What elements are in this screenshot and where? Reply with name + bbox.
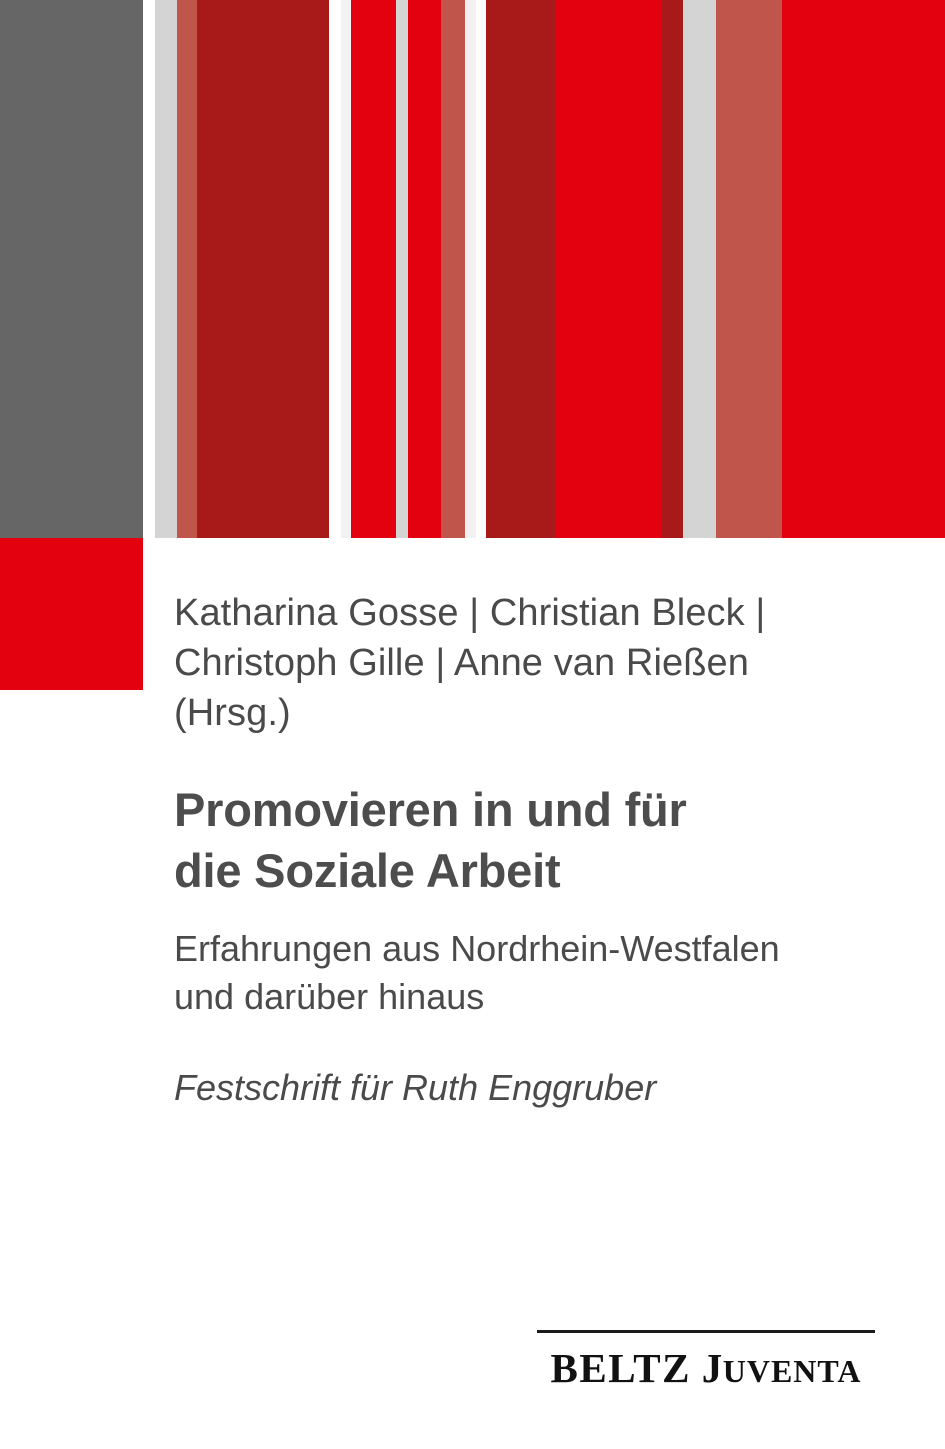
- publisher-name-beltz: BELTZ: [550, 1345, 691, 1391]
- subtitle: [174, 925, 874, 1021]
- stripe-15: [661, 0, 683, 538]
- title-line-2: die Soziale Arbeit: [174, 843, 561, 897]
- title-line-1: Promovieren in und für: [174, 783, 687, 837]
- stripe-2: [155, 0, 177, 538]
- stripe-18: [782, 0, 945, 538]
- authors: [174, 588, 874, 738]
- stripe-4: [197, 0, 329, 538]
- cover-text-block: [174, 588, 874, 1111]
- publisher-logo: [537, 1330, 875, 1392]
- authors-line-2: Christoph Gille | Anne van Rießen (Hrsg.): [174, 642, 750, 735]
- publisher-name-juventa-rest: UVENTA: [722, 1353, 862, 1389]
- decorative-stripe-band: [0, 0, 945, 538]
- stripe-10: [441, 0, 465, 538]
- stripe-16: [683, 0, 716, 538]
- stripe-17: [716, 0, 782, 538]
- red-accent-square: [0, 538, 143, 690]
- stripe-1: [143, 0, 155, 538]
- stripe-11: [465, 0, 476, 538]
- page-title: [174, 780, 874, 900]
- stripe-14: [556, 0, 661, 538]
- stripe-7: [351, 0, 396, 538]
- stripe-13: [486, 0, 556, 538]
- stripe-5: [329, 0, 341, 538]
- stripe-9: [408, 0, 441, 538]
- stripe-8: [396, 0, 408, 538]
- subtitle-line-2: und darüber hinaus: [174, 975, 485, 1017]
- publisher-divider: [537, 1330, 875, 1333]
- stripe-3: [177, 0, 197, 538]
- festschrift-dedication: Festschrift für Ruth Enggruber: [174, 1066, 657, 1108]
- publisher-name-juventa-cap: J: [701, 1345, 723, 1391]
- stripe-12: [476, 0, 486, 538]
- publisher-name: [537, 1344, 875, 1392]
- authors-line-1: Katharina Gosse | Christian Bleck |: [174, 592, 766, 634]
- stripe-0: [0, 0, 143, 538]
- stripe-6: [341, 0, 351, 538]
- subtitle-line-1: Erfahrungen aus Nordrhein-Westfalen: [174, 927, 780, 969]
